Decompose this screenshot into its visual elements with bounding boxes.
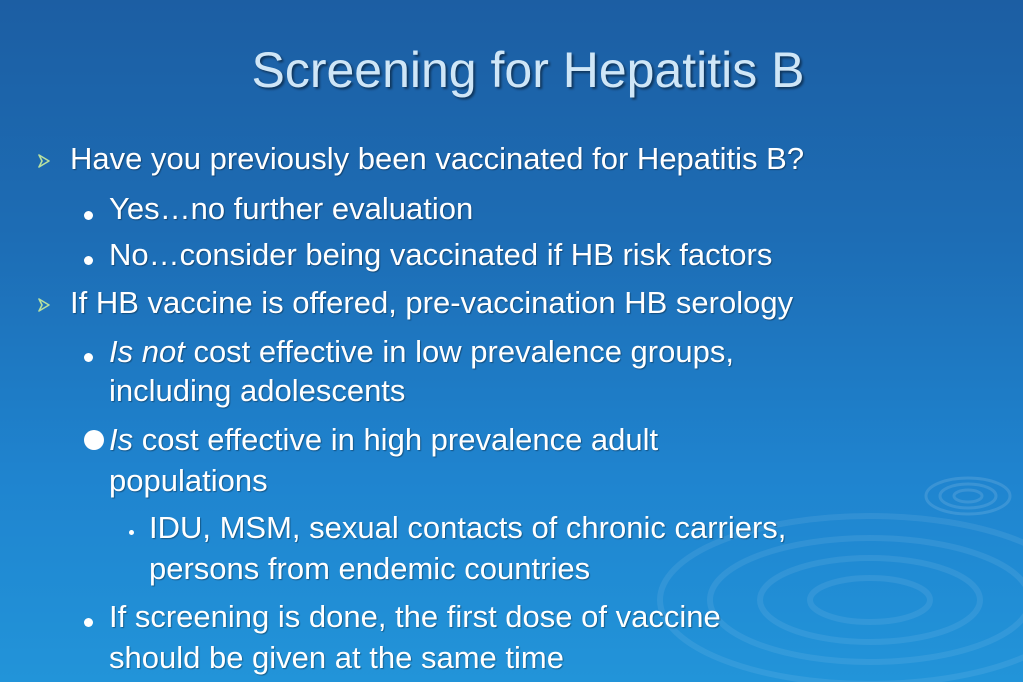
dot-bullet-icon [84,353,93,362]
arrow-bullet-icon [38,298,50,312]
italic-is: Is [109,422,134,457]
slide-title: Screening for Hepatitis B [251,42,805,98]
arrow-bullet-icon [38,154,50,168]
bullet-serology: If HB vaccine is offered, pre-vaccination HB serology [70,285,794,320]
dot-bullet-icon [84,618,93,627]
bullet-text: cost effective in high prevalence adult [133,422,659,457]
dot-bullet-icon [84,211,93,220]
bullet-continuation: populations [109,463,268,498]
bullet-continuation: including adolescents [109,373,406,408]
sub-bullet-continuation: persons from endemic countries [149,551,591,586]
bullet-text: cost effective in low prevalence groups, [184,334,734,369]
bullet-not-cost-effective [109,333,734,371]
bullet-continuation: should be given at the same time [109,640,564,675]
bullet-yes: Yes…no further evaluation [109,191,474,226]
large-dot-bullet-icon [84,430,104,450]
dot-bullet-icon [84,256,93,265]
sub-bullet-risk-groups: IDU, MSM, sexual contacts of chronic carriers, [149,510,787,545]
bullet-cost-effective [109,421,658,459]
bullet-first-dose: If screening is done, the first dose of vaccine [109,599,721,634]
bullet-no: No…consider being vaccinated if HB risk factors [109,237,773,272]
italic-is-not: Is not [109,334,185,369]
bullet-vaccinated-question: Have you previously been vaccinated for Hepatitis B? [70,141,805,176]
small-dot-bullet-icon [129,530,134,535]
